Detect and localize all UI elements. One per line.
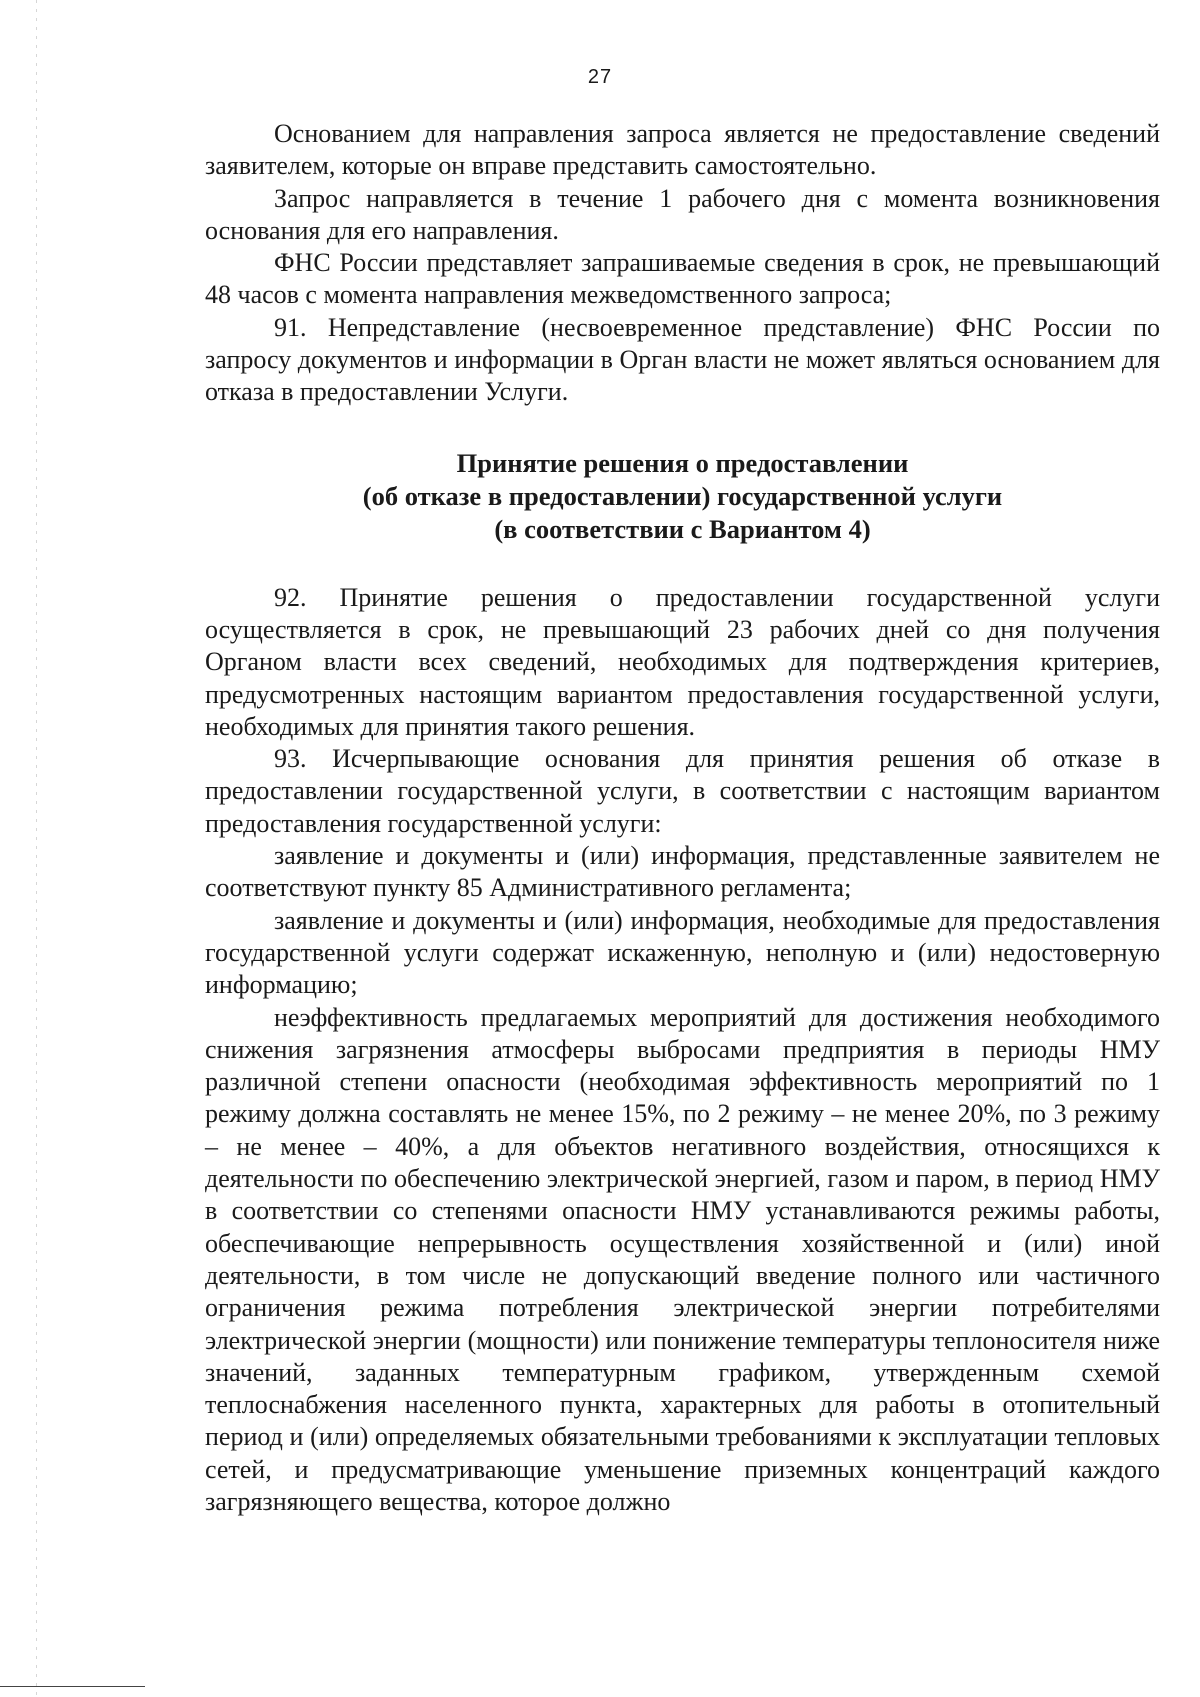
section-heading: Принятие решения о предоставлении (об отказе в предоставлении) государственной услуги (в соответствии с Вариантом 4) [362,447,1003,544]
paragraph-item-92: 92. Принятие решения о предоставлении государственной услуги осуществляется в срок, не превышающий 23 рабочих дней со дня получения Органом власти всех сведений, необходимых для подтверждения критериев, предусмотренных настоящим вариантом предоставления государственной услуги, необходимых для принятия такого решения. [205,582,1160,741]
document-body [205,118,1160,1518]
paragraph-item-93: 93. Исчерпывающие основания для принятия решения об отказе в предоставлении государственной услуги, в соответствии с настоящим вариантом предоставления государственной услуги: [205,744,1160,838]
scan-margin-edge [36,0,37,1697]
paragraph-item-91: 91. Непредставление (несвоевременное представление) ФНС России по запросу документов и информации в Орган власти не может являться основанием для отказа в предоставлении Услуги. [205,312,1160,407]
paragraph-request-timing: Запрос направляется в течение 1 рабочего дня с момента возникновения основания для его направления. [205,183,1160,245]
paragraph-fns-response: ФНС России представляет запрашиваемые сведения в срок, не превышающий 48 часов с момента направления межведомственного запроса; [205,248,1160,310]
page-number: 27 [587,66,613,88]
footer-rule [0,1686,145,1687]
paragraph-refusal-ground-1: заявление и документы и (или) информация, представленные заявителем не соответствуют пункту 85 Административного регламента; [205,841,1160,903]
paragraph-refusal-ground-3: неэффективность предлагаемых мероприятий для достижения необходимого снижения загрязнения атмосферы выбросами предприятия в периоды НМУ различной степени опасности (необходимая эффективность мероприятий по 1 режиму должна составлять не менее 15%, по 2 режиму – не менее 20%, по 3 режиму – не менее – 40%, а для объектов негативного воздействия, относящихся к деятельности по обеспечению электрической энергией, газом и паром, в период НМУ в соответствии со степенями опасности НМУ устанавливаются режимы работы, обеспечивающие непрерывность осуществления хозяйственной и (или) иной деятельности, в том числе не допускающий введение полного или частичного ограничения режима потребления электрической энергии потребителями электрической энергии (мощности) или понижение температуры теплоносителя ниже значений, заданных температурным графиком, утвержденным схемой теплоснабжения населенного пункта, характерных для работы в отопительный период и (или) определяемых обязательными требованиями к эксплуатации тепловых сетей, и предусматривающие уменьшение приземных концентраций каждого загрязняющего вещества, которое должно [205,1002,1160,1516]
paragraph-refusal-ground-2: заявление и документы и (или) информация, необходимые для предоставления государственной услуги содержат искаженную, неполную и (или) недостоверную информацию; [205,905,1160,1000]
paragraph-request-basis: Основанием для направления запроса является не предоставление сведений заявителем, которые он вправе представить самостоятельно. [205,119,1160,181]
